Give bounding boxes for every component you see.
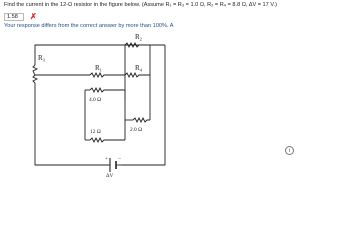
wire-outer-right bbox=[122, 45, 165, 165]
label-4ohm: 4.0 Ω bbox=[89, 97, 102, 103]
label-12ohm: 12 Ω bbox=[90, 129, 101, 135]
resistor-4ohm bbox=[90, 88, 106, 92]
resistor-2ohm bbox=[133, 118, 150, 122]
label-r4: $R_4$ bbox=[135, 64, 142, 73]
resistor-r4 bbox=[125, 73, 150, 77]
feedback-text: Your response differs from the correct answer by more than 100%. A bbox=[4, 23, 174, 29]
info-icon[interactable]: i bbox=[285, 146, 294, 155]
label-2ohm: 2.0 Ω bbox=[130, 127, 143, 133]
label-r1: $R_1$ bbox=[95, 64, 102, 73]
label-delta-v: ΔV bbox=[106, 173, 114, 177]
wire-top bbox=[35, 45, 165, 65]
resistor-r1 bbox=[90, 73, 106, 77]
resistor-12ohm bbox=[90, 138, 106, 142]
label-r2: $R_2$ bbox=[135, 33, 142, 42]
label-minus: − bbox=[118, 156, 122, 162]
question-text: Find the current in the 12-Ω resistor in the figure below. (Assume R₁ = R₃ = 1.0 Ω, R₂ = R₄ = 8.8 Ω, ΔV = 17 V.) bbox=[4, 2, 277, 8]
x-mark-icon: ✗ bbox=[30, 12, 37, 21]
label-r3: $R_3$ bbox=[38, 54, 45, 63]
label-plus: + bbox=[105, 156, 109, 162]
resistor-r3 bbox=[33, 65, 37, 90]
